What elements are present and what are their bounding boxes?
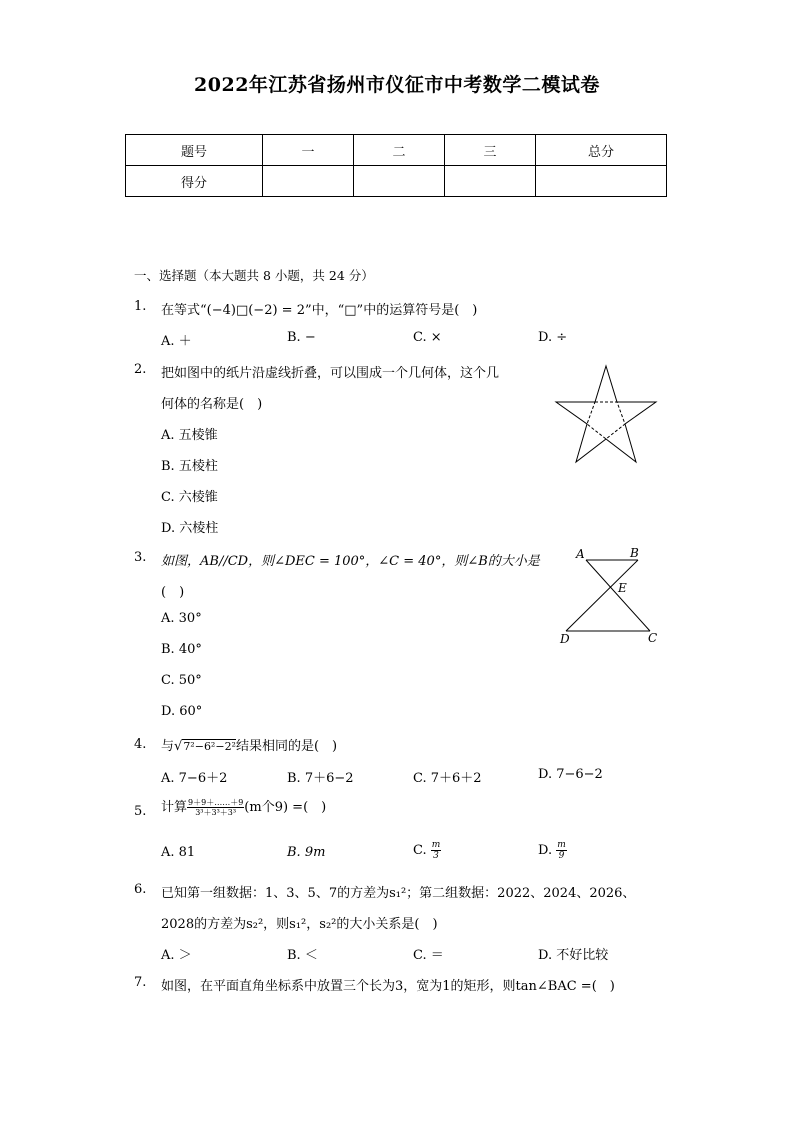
- score-header-cell: 总分: [536, 135, 667, 166]
- score-input-cell[interactable]: [263, 166, 354, 197]
- option-a[interactable]: A. 五棱锥: [161, 428, 218, 443]
- fold-lines: [587, 402, 625, 439]
- q5-denominator: 3³＋3³＋3³: [195, 808, 237, 817]
- question-text: 如图，在平面直角坐标系中放置三个长为3，宽为1的矩形，则tan∠BAC =( ): [161, 979, 615, 994]
- q4-prefix: 与: [161, 739, 175, 754]
- score-header-cell: 二: [354, 135, 445, 166]
- label-d: D: [560, 632, 570, 646]
- q5-suffix: (m个9) =( ): [244, 800, 327, 815]
- star-outline: [556, 366, 656, 462]
- question-text: 何体的名称是( ): [161, 397, 263, 412]
- section-heading: 一、选择题（本大题共 8 小题，共 24 分）: [134, 268, 374, 283]
- option-d-label: D.: [538, 843, 553, 858]
- label-e: E: [618, 581, 627, 595]
- frac-den: 3: [433, 851, 439, 861]
- score-header-cell: 三: [445, 135, 536, 166]
- score-header-cell: 题号: [126, 135, 263, 166]
- option-d[interactable]: D. 六棱柱: [161, 521, 219, 536]
- score-input-cell[interactable]: [536, 166, 667, 197]
- question-number: 7.: [134, 975, 147, 990]
- option-a[interactable]: A. 30°: [161, 611, 202, 626]
- question-text: 把如图中的纸片沿虚线折叠，可以围成一个几何体，这个几: [161, 366, 500, 381]
- option-d[interactable]: [538, 840, 567, 861]
- q4-radicand: 7²−6²−2²: [183, 740, 236, 753]
- q5-fraction: [187, 798, 244, 817]
- option-c-fraction: [431, 840, 442, 861]
- question-number: 6.: [134, 882, 147, 897]
- option-b[interactable]: B. 7＋6−2: [287, 771, 354, 786]
- score-table-header-row: [126, 135, 667, 166]
- option-a[interactable]: A. 81: [161, 845, 196, 860]
- option-c[interactable]: C. ＝: [413, 948, 444, 963]
- question-number: 4.: [134, 737, 147, 752]
- option-c[interactable]: [413, 840, 441, 861]
- radical-sign: √: [174, 739, 183, 754]
- label-a: A: [576, 547, 585, 561]
- question-number: 2.: [134, 362, 147, 377]
- question-number: 1.: [134, 299, 147, 314]
- score-table-score-row: [126, 166, 667, 197]
- option-d[interactable]: D. 不好比较: [538, 948, 609, 963]
- question-number: 3.: [134, 550, 147, 565]
- parallel-lines-figure: [558, 544, 664, 648]
- score-input-cell[interactable]: [445, 166, 536, 197]
- frac-num: m: [431, 840, 441, 850]
- question-text: 已知第一组数据：1、3、5、7的方差为s₁²；第二组数据：2022、2024、2026、: [161, 886, 636, 901]
- option-b[interactable]: B. ＜: [287, 948, 318, 963]
- option-b[interactable]: B. 9m: [287, 845, 326, 860]
- option-b[interactable]: B. 40°: [161, 642, 202, 657]
- score-table: [125, 134, 667, 197]
- score-header-cell: 一: [263, 135, 354, 166]
- question-text: 2028的方差为s₂²，则s₁²，s₂²的大小关系是( ): [161, 917, 438, 932]
- question-text: [161, 796, 326, 817]
- option-b[interactable]: B. 五棱柱: [161, 459, 218, 474]
- question-text: 如图，AB//CD，则∠DEC = 100°，∠C = 40°，则∠B的大小是: [161, 554, 540, 569]
- option-d-fraction: [556, 840, 567, 861]
- option-c[interactable]: C. 50°: [161, 673, 202, 688]
- star-net-figure: [550, 362, 662, 466]
- exam-title: 2022年江苏省扬州市仪征市中考数学二模试卷: [194, 74, 600, 96]
- q5-prefix: 计算: [161, 800, 188, 815]
- option-a[interactable]: A. 7−6＋2: [161, 771, 228, 786]
- option-b[interactable]: B. −: [287, 330, 316, 345]
- option-c[interactable]: C. 六棱锥: [161, 490, 218, 505]
- option-d[interactable]: D. ÷: [538, 330, 568, 345]
- question-text: ( ): [161, 585, 185, 600]
- option-a[interactable]: A. ＞: [161, 948, 192, 963]
- option-a[interactable]: A. ＋: [161, 334, 192, 349]
- frac-num: m: [557, 840, 566, 850]
- question-text: 在等式“(−4)□(−2) = 2”中，“□”中的运算符号是( ): [161, 303, 478, 318]
- option-d[interactable]: D. 7−6−2: [538, 767, 603, 782]
- q4-suffix: 结果相同的是( ): [235, 739, 338, 754]
- frac-den: 9: [558, 851, 565, 861]
- option-c-label: C.: [413, 843, 427, 858]
- label-b: B: [630, 546, 639, 560]
- option-c[interactable]: C. ×: [413, 330, 442, 345]
- score-input-cell[interactable]: [354, 166, 445, 197]
- option-c[interactable]: C. 7＋6＋2: [413, 771, 482, 786]
- q5-numerator: 9＋9＋……＋9: [188, 798, 244, 807]
- question-number: 5.: [134, 804, 147, 819]
- option-d[interactable]: D. 60°: [161, 704, 203, 719]
- score-row-label: 得分: [126, 166, 263, 197]
- label-c: C: [648, 631, 658, 645]
- question-text: [161, 735, 337, 754]
